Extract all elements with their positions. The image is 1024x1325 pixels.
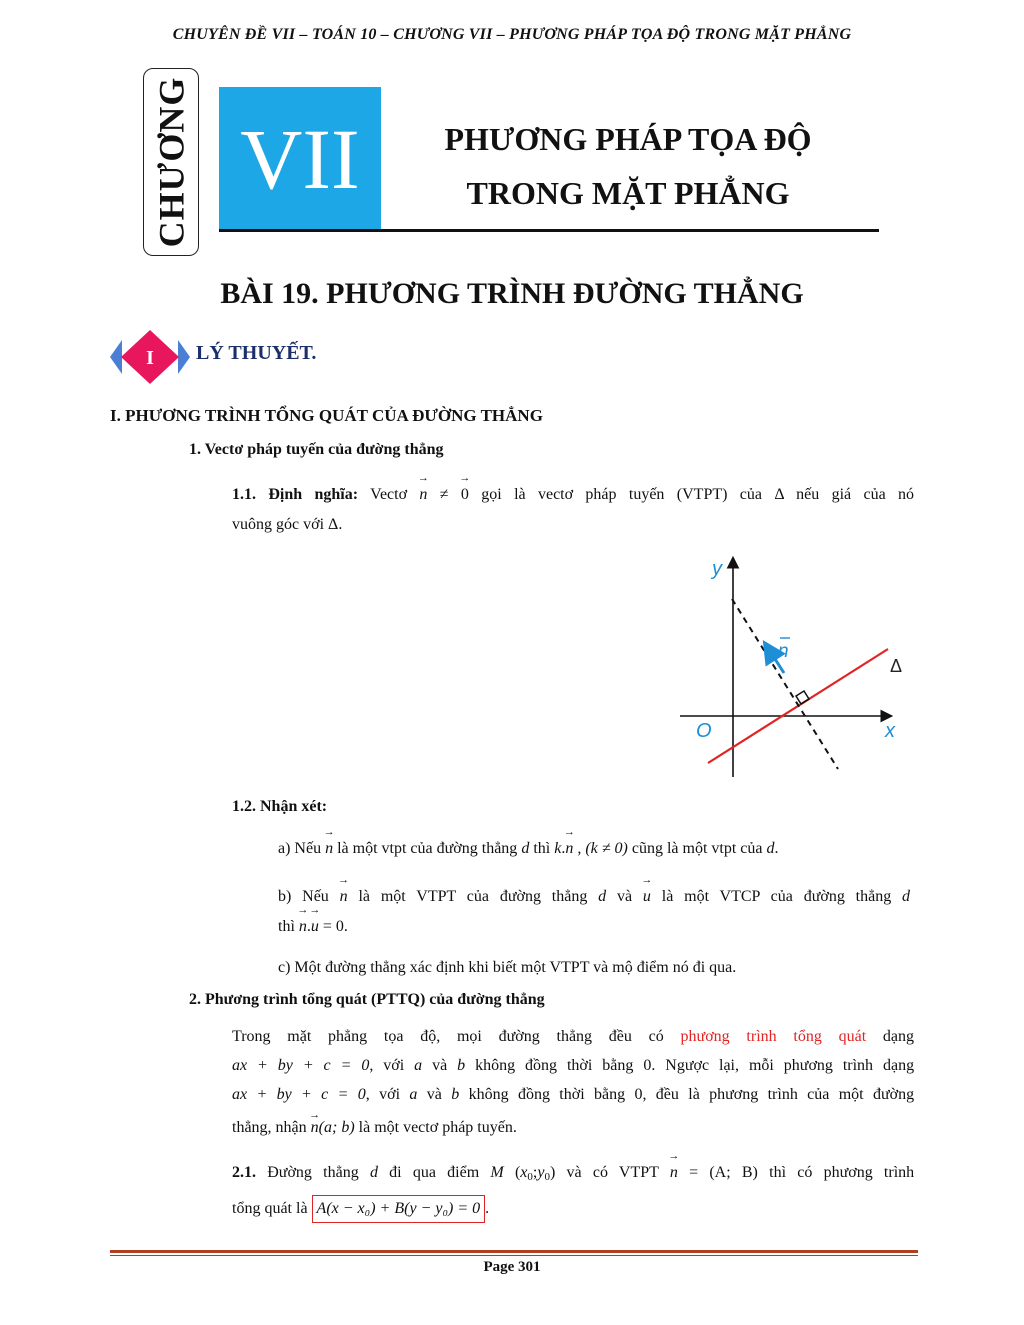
section-badge-icon	[108, 328, 192, 386]
general-equation-formula: A(x − x₀) + B(y − y₀) = 0	[312, 1195, 486, 1223]
definition-2-1: 2.1. Đường thẳng d đi qua điểm M $(x_0;y_0)$ và có VTPT → n = (A; B) thì có phương trình tổng quát là A(x − x₀) + B(y − y₀) = 0 .	[232, 1158, 914, 1225]
definition-1-1: 1.1. Định nghĩa: Vectơ → n ≠ → 0 gọi là vectơ pháp tuyến (VTPT) của Δ nếu giá của nó vuông góc với Δ.	[232, 480, 914, 541]
x-label: x	[885, 720, 895, 742]
section-title: LÝ THUYẾT.	[196, 342, 317, 364]
part1-title: I. PHƯƠNG TRÌNH TỔNG QUÁT CỦA ĐƯỜNG THẲNG	[110, 406, 543, 425]
footer-rule	[110, 1250, 918, 1253]
normal-vector-figure	[676, 551, 908, 783]
chapter-number-box	[219, 87, 381, 230]
sub2-title: 2. Phương trình tổng quát (PTTQ) của đường thẳng	[189, 991, 545, 1008]
origin-label: O	[696, 720, 712, 742]
page-number: Page 301	[483, 1259, 541, 1275]
section-badge-label: I	[146, 347, 154, 369]
running-header: CHUYÊN ĐỀ VII – TOÁN 10 – CHƯƠNG VII – PHƯƠNG PHÁP TỌA ĐỘ TRONG MẶT PHẲNG	[172, 26, 852, 43]
def-label: 1.1. Định nghĩa:	[232, 486, 359, 503]
remarks-title: 1.2. Nhận xét:	[232, 798, 328, 815]
chapter-title-line2: TRONG MẶT PHẲNG	[466, 175, 790, 212]
sub1-title: 1. Vectơ pháp tuyến của đường thẳng	[189, 441, 444, 458]
lesson-title: BÀI 19. PHƯƠNG TRÌNH ĐƯỜNG THẲNG	[220, 277, 804, 310]
highlight-general-equation: phương trình tổng quát	[680, 1028, 867, 1045]
pttq-paragraph: Trong mặt phẳng tọa độ, mọi đường thẳng đều có phương trình tổng quát dạng ax + by + c = 0, với a và b không đồng thời bằng 0. Ngược lại, mỗi phương trình dạng ax + by + c = 0, với a và b không đồng thời bằng 0, đều là phương trình của một đường thẳng, nhận → n(a; b) là một vectơ pháp tuyến.	[232, 1022, 914, 1142]
chapter-label	[143, 68, 199, 256]
chapter-number: VII	[240, 110, 360, 207]
vector-zero: → 0	[461, 480, 469, 510]
remark-a: a) Nếu → n là một vtpt của đường thẳng d thì k.→ n , (k ≠ 0) cũng là một vtpt của d.	[278, 834, 779, 864]
y-label: y	[712, 558, 722, 580]
remark-c: c) Một đường thẳng xác định khi biết một VTPT và mộ điểm nó đi qua.	[278, 959, 737, 976]
vector-label: n	[778, 641, 789, 662]
vector-n: → n	[419, 480, 427, 510]
remark-b: b) Nếu → n là một VTPT của đường thẳng d và → u là một VTCP của đường thẳng d thì → n.→ u = 0.	[278, 882, 910, 943]
chapter-word: CHƯƠNG	[151, 76, 191, 248]
footer-rule-thin	[110, 1255, 918, 1256]
chapter-title-line1: PHƯƠNG PHÁP TỌA ĐỘ	[444, 121, 812, 157]
perpendicular-dashed-line	[732, 599, 838, 769]
chapter-rule	[219, 229, 879, 232]
chapter-title	[390, 112, 866, 221]
delta-label: Δ	[890, 656, 903, 676]
